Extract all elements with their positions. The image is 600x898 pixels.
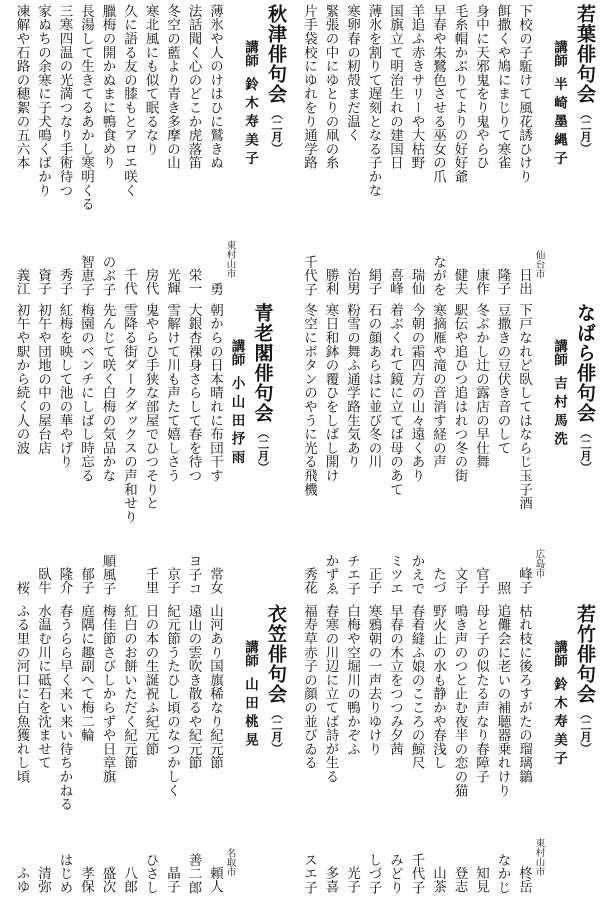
- haiku-author: のぶ子: [99, 254, 116, 296]
- haiku-club-group: [294, 604, 595, 894]
- haiku-entry: [431, 4, 445, 296]
- haiku-text: 遠山の雲吹き散るや紀元節: [185, 604, 202, 770]
- haiku-text: 長湯して生きてるあかし寒明くる: [78, 4, 94, 211]
- haiku-club-group: [6, 303, 272, 595]
- haiku-entry: [302, 4, 316, 296]
- haiku-author: 千里: [142, 567, 159, 595]
- lecturer-name: 鈴木寿美子: [242, 77, 258, 170]
- haiku-text: 法話聞く心のどこか虎落笛: [185, 4, 202, 170]
- haiku-author: 多喜: [322, 866, 339, 894]
- haiku-text: ふる里の河口に白魚獲れし頃: [13, 604, 30, 784]
- haiku-text: 紅白のお餅いただく紀元節: [121, 604, 137, 770]
- haiku-text: 早春の木立をつつみ夕茜: [387, 604, 403, 756]
- haiku-author: たづ: [430, 567, 446, 595]
- haiku-entry: [345, 604, 359, 894]
- club-heading: [575, 604, 594, 894]
- haiku-author: 治男: [344, 268, 360, 296]
- lecturer-label: 講師: [551, 339, 567, 366]
- haiku-text: 冬ぶかし辻の露店の早仕舞: [473, 303, 489, 469]
- haiku-text: 水温む川に砥石を沈ませて: [35, 604, 51, 770]
- haiku-author: 瑞仙: [408, 268, 425, 296]
- lecturer-city: 名取市: [224, 847, 236, 876]
- haiku-entry: [409, 604, 423, 894]
- haiku-author: 京子: [164, 567, 180, 595]
- lecturer-label: 講師: [242, 40, 258, 67]
- lecturer-line: [229, 303, 243, 595]
- haiku-text: 鬼やらひ手狭な部屋でひつそりと: [142, 303, 159, 510]
- haiku-text: 羊追ふ赤きサリーや大枯野: [408, 4, 425, 170]
- haiku-text: 久に語る友の膝もとアロエ咲く: [121, 4, 137, 198]
- haiku-author: 官子: [473, 567, 489, 595]
- haiku-author: 晶子: [164, 866, 180, 894]
- haiku-text: 下戸なれど臥してはならじ玉子酒: [516, 303, 532, 510]
- haiku-entry: [431, 303, 445, 595]
- club-title: 衣笠俳句会: [265, 604, 287, 704]
- haiku-text: 寒摘雁や滝の音消す経の声: [430, 303, 446, 469]
- haiku-author: 喜峰: [387, 268, 403, 296]
- lecturer-name: 吉村馬洗: [551, 376, 567, 450]
- haiku-text: 追儺会に老いの補聴器乗れけり: [494, 604, 511, 798]
- haiku-entry: [345, 303, 359, 595]
- haiku-entry: [452, 303, 466, 595]
- haiku-text: 臘梅の開かぬまに鴨食めり: [99, 4, 116, 170]
- lecturer-name: 鈴木寿美子: [551, 677, 567, 770]
- haiku-author: チエ子: [344, 553, 360, 595]
- haiku-text: 凍解や石路の穂絮の五六本: [13, 4, 30, 170]
- haiku-entry: [323, 604, 337, 894]
- club-heading: [575, 4, 594, 296]
- haiku-text: 野火止の水も静かや春浅し: [430, 604, 446, 770]
- lecturer-line: [552, 303, 566, 595]
- haiku-entry: [186, 303, 200, 595]
- haiku-entry: [452, 4, 466, 296]
- haiku-entry: [14, 4, 28, 296]
- haiku-text: 緊張の中にゆとりの凧の糸: [322, 4, 339, 170]
- club-title: なばら俳句会: [574, 303, 596, 423]
- haiku-entry: [36, 4, 50, 296]
- haiku-author: 清弥: [35, 866, 51, 894]
- club-title: 若葉俳句会: [574, 4, 596, 104]
- lecturer-name: 山田桃晃: [242, 677, 258, 751]
- haiku-text: 寒日和鉢の覆ひをしばし開け: [322, 303, 339, 483]
- haiku-entry: [36, 604, 50, 894]
- lecturer-line: [243, 604, 257, 894]
- haiku-entry: [122, 604, 136, 894]
- haiku-author: 房代: [142, 268, 159, 296]
- club-heading: [253, 303, 272, 595]
- lecturer-city: 東村山市: [533, 838, 545, 876]
- lecturer-city: 東村山市: [224, 240, 236, 278]
- haiku-text: 着ぶくれて鏡に立てば母のあて: [387, 303, 403, 497]
- haiku-author: 知見: [473, 866, 489, 894]
- haiku-text: 下校の子駈けて風花誘ひけり: [516, 4, 532, 184]
- haiku-entry: [57, 604, 71, 894]
- haiku-entry: [474, 303, 488, 595]
- haiku-text: 粉雪の舞ふ通学路生気あり: [344, 303, 360, 469]
- club-month: （二月）: [270, 108, 284, 154]
- haiku-text: 石の顔あらはに並び冬の川: [365, 303, 382, 469]
- haiku-entry: [517, 604, 531, 894]
- haiku-author: 光子: [344, 866, 360, 894]
- haiku-entry: [165, 604, 179, 894]
- haiku-text: 梅園のベンチにしばし時忘る: [78, 303, 94, 483]
- haiku-text: 紅梅を映して池の華やげり: [56, 303, 73, 469]
- haiku-author: 善二郎: [185, 852, 202, 894]
- haiku-text: 庭隅に趣副へて梅二輪: [78, 604, 94, 742]
- haiku-text: 春うらら早く来い来い待ちかねる: [56, 604, 73, 811]
- club-heading: [575, 303, 594, 595]
- haiku-entry: [366, 604, 380, 894]
- haiku-author: かずゑ: [322, 553, 339, 595]
- haiku-author: 郁子: [78, 567, 94, 595]
- haiku-entry: [186, 4, 200, 296]
- haiku-entry: [208, 604, 222, 894]
- haiku-entry: [388, 4, 402, 296]
- haiku-entry: [208, 303, 222, 595]
- haiku-entry: [323, 4, 337, 296]
- club-month: （二月）: [270, 708, 284, 754]
- haiku-entry: [57, 303, 71, 595]
- haiku-entry: [165, 303, 179, 595]
- haiku-author: 臥牛: [35, 567, 51, 595]
- haiku-author: ヨ子コ: [185, 553, 202, 595]
- haiku-entry: [100, 4, 114, 296]
- haiku-author: 文子: [451, 567, 468, 595]
- haiku-entry: [474, 604, 488, 894]
- haiku-entry: [122, 4, 136, 296]
- haiku-text: 家ぬちの余寒に子犬鳴くばかり: [35, 4, 51, 198]
- haiku-author: 康作: [473, 268, 489, 296]
- haiku-text: 日の本の生誕祝ふ紀元節: [142, 604, 159, 756]
- haiku-text: 母と子の似たる声なり春障子: [473, 604, 489, 784]
- haiku-author: ミツエ: [387, 553, 403, 595]
- haiku-entry: [495, 303, 509, 595]
- club-month: （二月）: [579, 427, 593, 473]
- haiku-text: 初午や団地の中の屋台店: [35, 303, 51, 455]
- haiku-text: 薄氷を割りて遅刻となる子かな: [365, 4, 382, 198]
- haiku-text: 春寒の川辺に立てば詩が生る: [322, 604, 339, 784]
- haiku-text: 早春や朱鷺色させる巫女の爪: [430, 4, 446, 184]
- haiku-entry: [143, 303, 157, 595]
- haiku-author: ひさし: [142, 852, 159, 894]
- haiku-text: 餌撒くや鳩にまじりて寒雀: [494, 4, 511, 170]
- haiku-author: 千代子: [301, 254, 317, 296]
- haiku-text: 紀元節うたひし頃のなつかしく: [164, 604, 180, 798]
- haiku-author: 義江: [13, 268, 30, 296]
- haiku-text: 冬空の藍より青き多摩の山: [164, 4, 180, 170]
- haiku-club-group: [294, 4, 595, 296]
- haiku-club-group: [294, 303, 595, 595]
- haiku-author: 照: [494, 581, 511, 595]
- haiku-author: スエ子: [301, 852, 317, 894]
- haiku-author: 桜: [13, 581, 30, 595]
- haiku-author: 正子: [365, 567, 382, 595]
- lecturer-city: 仙台市: [533, 249, 545, 278]
- haiku-author: 秀花: [301, 567, 317, 595]
- haiku-entry: [517, 4, 531, 296]
- haiku-author: 勇: [207, 282, 223, 296]
- haiku-author: 山茶: [430, 866, 446, 894]
- club-title: 若竹俳句会: [574, 604, 596, 704]
- haiku-author: 千代: [121, 268, 137, 296]
- haiku-entry: [100, 303, 114, 595]
- lecturer-line: [243, 4, 257, 296]
- haiku-entry: [165, 4, 179, 296]
- haiku-text: 初午や駅から続く人の波: [13, 303, 30, 455]
- haiku-entry: [495, 4, 509, 296]
- haiku-entry: [79, 604, 93, 894]
- haiku-text: 枯れ枝に後ろすがたの瑠璃鶲: [516, 604, 532, 784]
- club-heading: [266, 604, 285, 894]
- haiku-entry: [36, 303, 50, 595]
- band-bottom: [0, 604, 600, 894]
- haiku-entry: [495, 604, 509, 894]
- haiku-text: 寒北風にも似て眠るなり: [142, 4, 159, 156]
- lecturer-line: [552, 4, 566, 296]
- lecturer-label: 講師: [551, 640, 567, 667]
- haiku-entry: [143, 4, 157, 296]
- lecturer-label: 講師: [551, 40, 567, 67]
- haiku-author: ふゆ: [13, 866, 30, 894]
- haiku-text: 朝からの日本晴れに布団干す: [207, 303, 223, 483]
- lecturer-city: 広島市: [533, 548, 545, 577]
- haiku-text: 豆撒きの豆伏き音のして: [494, 303, 511, 455]
- haiku-text: 寒鴉朝の一声去りゆけり: [365, 604, 382, 756]
- haiku-entry: [14, 303, 28, 595]
- haiku-entry: [452, 604, 466, 894]
- haiku-text: 雪解けて川も声たて嬉しさう: [164, 303, 180, 483]
- haiku-author: 千代子: [408, 852, 425, 894]
- haiku-text: 大銀杏裸身さらして春を待つ: [185, 303, 202, 483]
- haiku-entry: [100, 604, 114, 894]
- haiku-entry: [143, 604, 157, 894]
- haiku-entry: [79, 303, 93, 595]
- haiku-entry: [79, 4, 93, 296]
- haiku-text: 三寒四温の光満つなり手術待つ: [56, 4, 73, 198]
- club-title: 秋津俳句会: [265, 4, 287, 104]
- haiku-author: なかじ: [494, 852, 511, 894]
- haiku-entry: [122, 303, 136, 595]
- haiku-author: かえで: [408, 553, 425, 595]
- haiku-entry: [409, 303, 423, 595]
- haiku-author: 頼人: [207, 866, 223, 894]
- haiku-text: 薄氷や人のけはひに鷲きぬ: [207, 4, 223, 170]
- haiku-author: 日出: [516, 268, 532, 296]
- club-heading: [266, 4, 285, 296]
- haiku-author: みどり: [387, 852, 403, 894]
- lecturer-label: 講師: [242, 640, 258, 667]
- haiku-author: 盛次: [99, 866, 116, 894]
- haiku-author: 柊岳: [516, 866, 532, 894]
- haiku-text: 白梅や空堀川の鴨かぞふ: [344, 604, 360, 756]
- haiku-author: しづ子: [365, 852, 382, 894]
- haiku-text: 毛糸帽かぶりてよりの好好爺: [451, 4, 468, 184]
- haiku-club-group: [6, 4, 285, 296]
- haiku-author: 健夫: [451, 268, 468, 296]
- haiku-entry: [302, 303, 316, 595]
- haiku-text: 雪降る街ダークダックスの声和せり: [121, 303, 137, 524]
- haiku-text: 身中に天邪鬼をり鬼やらひ: [473, 4, 489, 170]
- haiku-author: ながを: [430, 254, 446, 296]
- haiku-entry: [517, 303, 531, 595]
- haiku-author: 隆子: [494, 268, 511, 296]
- haiku-author: 峰子: [516, 567, 532, 595]
- haiku-text: 春着縫ふ娘のこころの鯨尺: [408, 604, 425, 770]
- haiku-author: 資子: [35, 268, 51, 296]
- haiku-author: はじめ: [56, 852, 73, 894]
- haiku-text: 片手袋校にゆれをり通学路: [301, 4, 317, 170]
- club-month: （二月）: [256, 427, 271, 473]
- lecturer-line: [552, 604, 566, 894]
- haiku-entry: [345, 4, 359, 296]
- haiku-text: 先んじて咲く白梅の気品かな: [99, 303, 116, 483]
- club-title: 青老閣俳句会: [251, 303, 274, 423]
- haiku-entry: [388, 303, 402, 595]
- haiku-entry: [366, 4, 380, 296]
- lecturer-name: 半崎墨縄子: [551, 77, 567, 170]
- haiku-author: 栄一: [185, 268, 202, 296]
- haiku-author: 勝利: [322, 268, 339, 296]
- haiku-text: 冬空にボタンのやうに光る飛機: [301, 303, 317, 497]
- haiku-text: 鳴き声のつと止む夜半の恋の猫: [451, 604, 468, 798]
- haiku-text: 駅伝や追ひつ追はれつ冬の街: [451, 303, 468, 483]
- haiku-text: 梅佳節さびしからずや日章旗: [99, 604, 116, 784]
- club-month: （二月）: [579, 108, 593, 154]
- haiku-author: 孝保: [78, 866, 94, 894]
- lecturer-label: 講師: [228, 339, 245, 366]
- haiku-entry: [14, 604, 28, 894]
- band-top: [0, 4, 600, 296]
- haiku-author: 隆介: [56, 567, 73, 595]
- haiku-text: 今朝の霜四方の山々遠くあり: [408, 303, 425, 483]
- haiku-text: 福寿草赤子の顔の並びゐる: [301, 604, 317, 770]
- haiku-author: 智恵子: [78, 254, 94, 296]
- haiku-entry: [409, 4, 423, 296]
- haiku-author: 登志: [451, 866, 468, 894]
- haiku-author: 順風子: [99, 553, 116, 595]
- haiku-author: 絹子: [365, 268, 382, 296]
- haiku-text: 国旗立て明治生れの建国日: [387, 4, 403, 170]
- haiku-club-group: [6, 604, 285, 894]
- haiku-entry: [474, 4, 488, 296]
- club-month: （二月）: [579, 708, 593, 754]
- haiku-entry: [431, 604, 445, 894]
- lecturer-name: 小山田抒雨: [228, 376, 245, 469]
- haiku-author: 常女: [207, 567, 223, 595]
- haiku-entry: [302, 604, 316, 894]
- haiku-entry: [57, 4, 71, 296]
- haiku-entry: [388, 604, 402, 894]
- haiku-author: 八郎: [121, 866, 137, 894]
- haiku-entry: [323, 303, 337, 595]
- haiku-entry: [186, 604, 200, 894]
- haiku-text: 寒卵春の籾殻まだ温く: [344, 4, 360, 142]
- haiku-text: 山河あり国旗稀なり紀元節: [207, 604, 223, 770]
- haiku-author: 光輝: [164, 268, 180, 296]
- haiku-entry: [366, 303, 380, 595]
- haiku-entry: [208, 4, 222, 296]
- haiku-author: 秀子: [56, 268, 73, 296]
- band-middle: [0, 303, 600, 595]
